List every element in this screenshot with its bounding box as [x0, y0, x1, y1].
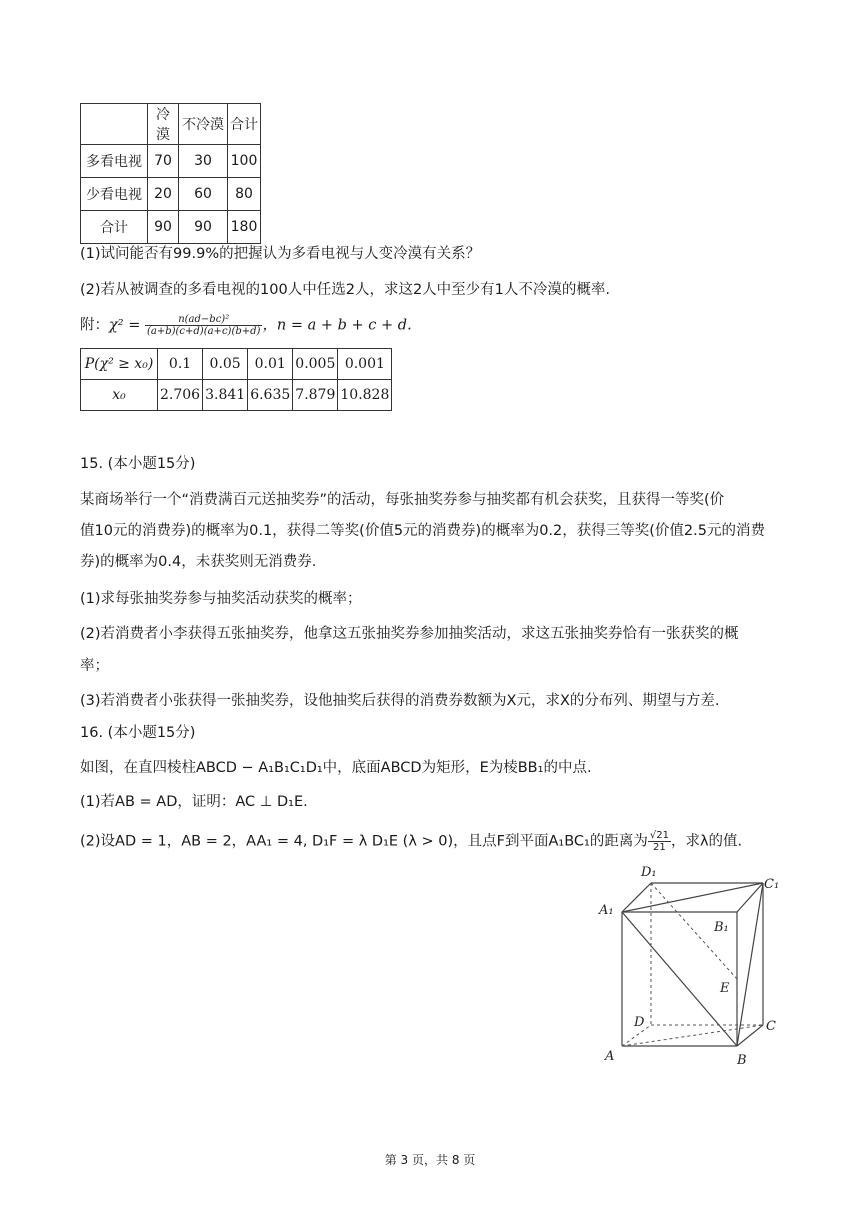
table-cell: 60 — [179, 178, 228, 211]
table-cell: 0.1 — [158, 349, 203, 380]
q15-heading: 15. (本小题15分) — [80, 456, 196, 472]
q16-part2-text: (2)设AD = 1，AB = 2，AA₁ = 4, D₁F = λ D₁E (λ > 0)，且点F到平面A₁BC₁的距离为 — [80, 833, 648, 850]
formula-lhs: χ² = — [109, 317, 141, 334]
appendix-formula — [80, 314, 412, 337]
label-C: C — [766, 1019, 776, 1034]
label-D1: D₁ — [641, 865, 657, 880]
table-cell: 合计 — [228, 104, 261, 145]
label-A: A — [605, 1049, 615, 1064]
q14-part2: (2)若从被调查的多看电视的100人中任选2人，求这2人中至少有1人不冷漠的概率. — [80, 282, 610, 298]
critical-value-table — [80, 348, 392, 411]
label-B1: B₁ — [714, 920, 729, 935]
formula-numerator: n(ad−bc)² — [145, 314, 262, 326]
edge-A1C1 — [622, 883, 763, 912]
table-cell: 180 — [228, 211, 261, 244]
table-cell: 0.01 — [248, 349, 293, 380]
table-cell: 0.05 — [203, 349, 248, 380]
table-cell: 不冷漠 — [179, 104, 228, 145]
appendix-prefix: 附： — [80, 317, 109, 334]
table-cell: P(χ² ≥ x₀) — [81, 349, 158, 380]
table-cell: 0.005 — [293, 349, 338, 380]
table-row — [81, 349, 392, 380]
table-cell: 少看电视 — [81, 178, 148, 211]
table-row — [81, 178, 261, 211]
label-E: E — [720, 981, 730, 996]
table-cell: 20 — [148, 178, 179, 211]
label-C1: C₁ — [764, 877, 780, 892]
table-cell: 6.635 — [248, 380, 293, 411]
q16-heading: 16. (本小题15分) — [80, 725, 196, 741]
table-cell: 冷漠 — [148, 104, 179, 145]
formula-rest: ，n = a + b + c + d. — [262, 317, 412, 334]
fraction-denominator: 21 — [653, 842, 666, 853]
q16-part2-end: ，求λ的值. — [670, 833, 743, 850]
q16-part2 — [80, 830, 742, 853]
prism-figure — [596, 860, 786, 1072]
table-cell: 100 — [228, 145, 261, 178]
q15-part1: (1)求每张抽奖券参与抽奖活动获奖的概率； — [80, 591, 362, 607]
table-cell: 10.828 — [338, 380, 392, 411]
table-cell — [81, 104, 148, 145]
table-cell: 90 — [148, 211, 179, 244]
fraction-numerator: √21 — [649, 830, 669, 841]
formula-denominator: (a+b)(c+d)(a+c)(b+d) — [146, 326, 261, 337]
table-cell: x₀ — [81, 380, 158, 411]
table-cell: 3.841 — [203, 380, 248, 411]
table-row — [81, 145, 261, 178]
table-cell: 0.001 — [338, 349, 392, 380]
table-row — [81, 380, 392, 411]
formula-fraction — [145, 314, 262, 337]
table-cell: 多看电视 — [81, 145, 148, 178]
table-cell: 7.879 — [293, 380, 338, 411]
distance-fraction — [648, 830, 671, 853]
q14-part1: (1)试问能否有99.9%的把握认为多看电视与人变冷漠有关系？ — [80, 246, 481, 262]
q16-part1: (1)若AB = AD，证明：AC ⊥ D₁E. — [80, 794, 308, 810]
q15-stem-line2: 值10元的消费券)的概率为0.1，获得二等奖(价值5元的消费券)的概率为0.2，获得三等奖(价值2.5元的消费 — [80, 523, 765, 539]
table-cell: 合计 — [81, 211, 148, 244]
label-D: D — [634, 1015, 645, 1030]
q15-stem-line3: 券)的概率为0.4，未获奖则无消费券. — [80, 554, 317, 570]
table-row — [81, 211, 261, 244]
q15-stem-line1: 某商场举行一个“消费满百元送抽奖券”的活动，每张抽奖券参与抽奖都有机会获奖，且获得一等奖(价 — [80, 492, 725, 508]
table-cell: 80 — [228, 178, 261, 211]
page-footer: 第 3 页，共 8 页 — [384, 1153, 476, 1167]
table-header-row — [81, 104, 261, 145]
label-A1: A₁ — [599, 903, 614, 918]
q15-part2-line2: 率； — [80, 658, 109, 674]
q15-part3: (3)若消费者小张获得一张抽奖券，设他抽奖后获得的消费券数额为X元，求X的分布列、期望与方差. — [80, 693, 720, 709]
table-cell: 70 — [148, 145, 179, 178]
label-B: B — [737, 1053, 747, 1068]
contingency-table — [80, 103, 261, 244]
table-cell: 30 — [179, 145, 228, 178]
q15-part2-line1: (2)若消费者小李获得五张抽奖券，他拿这五张抽奖券参加抽奖活动，求这五张抽奖券恰有一张获奖的概 — [80, 626, 739, 642]
table-cell: 2.706 — [158, 380, 203, 411]
table-cell: 90 — [179, 211, 228, 244]
q16-stem: 如图，在直四棱柱ABCD − A₁B₁C₁D₁中，底面ABCD为矩形，E为棱BB₁的中点. — [80, 760, 592, 776]
edge-A1D1 — [622, 883, 651, 912]
